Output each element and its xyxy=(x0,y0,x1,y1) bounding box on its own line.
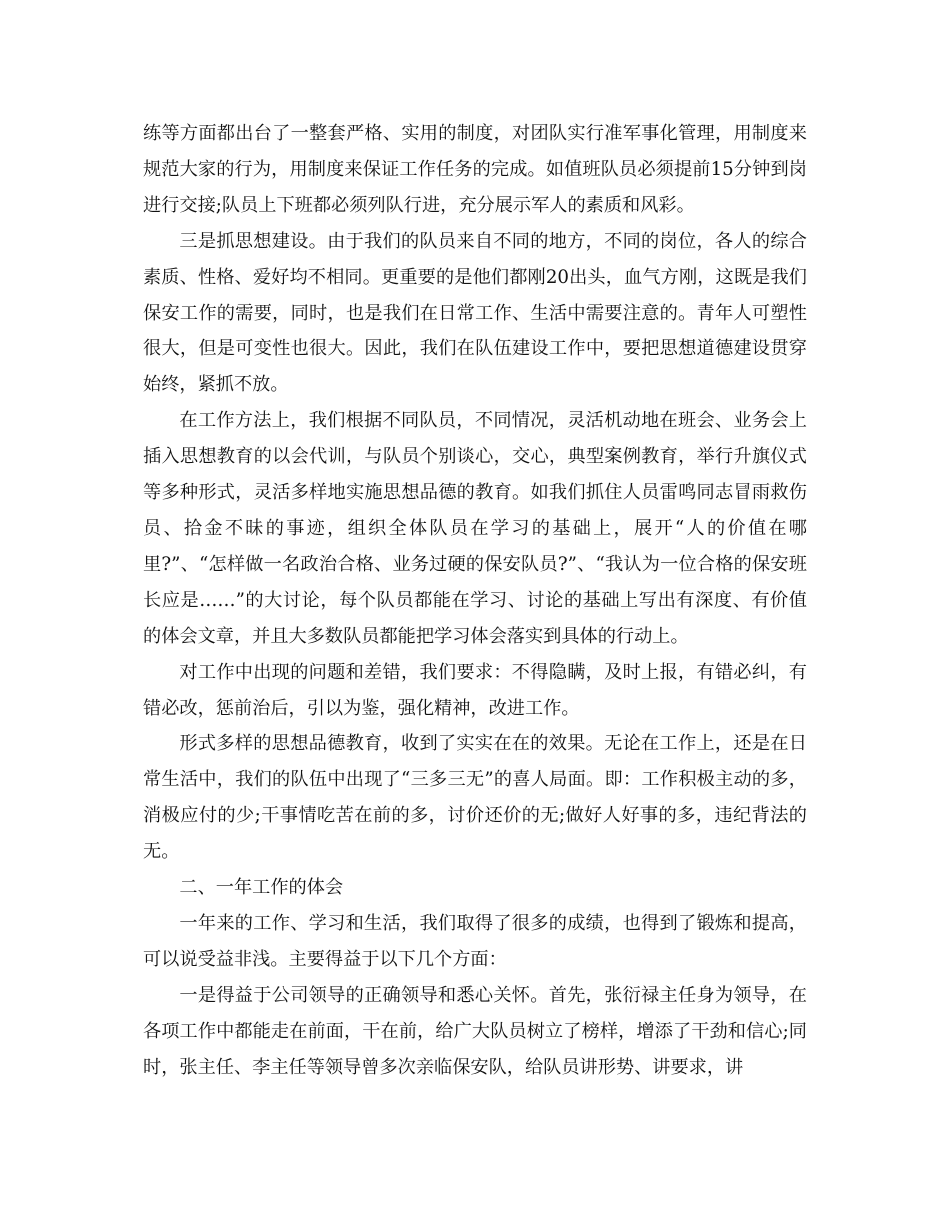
document-body xyxy=(143,116,807,1085)
paragraph-work-methods: 在工作方法上，我们根据不同队员，不同情况，灵活机动地在班会、业务会上插入思想教育的以会代训，与队员个别谈心，交心，典型案例教育，举行升旗仪式等多种形式，灵活多样地实施思想品德的教育。如我们抓住人员雷鸣同志冒雨救伤员、拾金不昧的事迹，组织全体队员在学习的基础上，展开“人的价值在哪里?”、“怎样做一名政治合格、业务过硬的保安队员?”、“我认为一位合格的保安班长应是……”的大讨论，每个队员都能在学习、讨论的基础上写出有深度、有价值的体会文章，并且大多数队员都能把学习体会落实到具体的行动上。 xyxy=(143,410,807,647)
paragraph-ideological-building: 三是抓思想建设。由于我们的队员来自不同的地方，不同的岗位，各人的综合素质、性格、爱好均不相同。更重要的是他们都刚20出头，血气方刚，这既是我们保安工作的需要，同时，也是我们在日常工作、生活中需要注意的。青年人可塑性很大，但是可变性也很大。因此，我们在队伍建设工作中，要把思想道德建设贯穿始终，紧抓不放。 xyxy=(143,230,807,396)
paragraph-error-handling: 对工作中出现的问题和差错，我们要求：不得隐瞒，及时上报，有错必纠，有错必改，惩前治后，引以为鉴，强化精神，改进工作。 xyxy=(143,661,807,719)
paragraph-continued: 练等方面都出台了一整套严格、实用的制度，对团队实行准军事化管理，用制度来规范大家的行为，用制度来保证工作任务的完成。如值班队员必须提前15分钟到岗进行交接;队员上下班都必须列队行进，充分展示军人的素质和风彩。 xyxy=(143,123,807,216)
section-heading-experience: 二、一年工作的体会 xyxy=(179,877,344,899)
paragraph-leadership: 一是得益于公司领导的正确领导和悉心关怀。首先，张衍禄主任身为领导，在各项工作中都能走在前面，干在前，给广大队员树立了榜样，增添了干劲和信心;同时，张主任、李主任等领导曾多次亲临保安队，给队员讲形势、讲要求，讲 xyxy=(143,984,807,1078)
paragraph-year-summary: 一年来的工作、学习和生活，我们取得了很多的成绩，也得到了锻炼和提高，可以说受益非浅。主要得益于以下几个方面： xyxy=(143,912,807,970)
paragraph-education-results: 形式多样的思想品德教育，收到了实实在在的效果。无论在工作上，还是在日常生活中，我们的队伍中出现了“三多三无”的喜人局面。即：工作积极主动的多，消极应付的少;干事情吃苦在前的多，讨价还价的无;做好人好事的多，违纪背法的无。 xyxy=(143,733,807,863)
